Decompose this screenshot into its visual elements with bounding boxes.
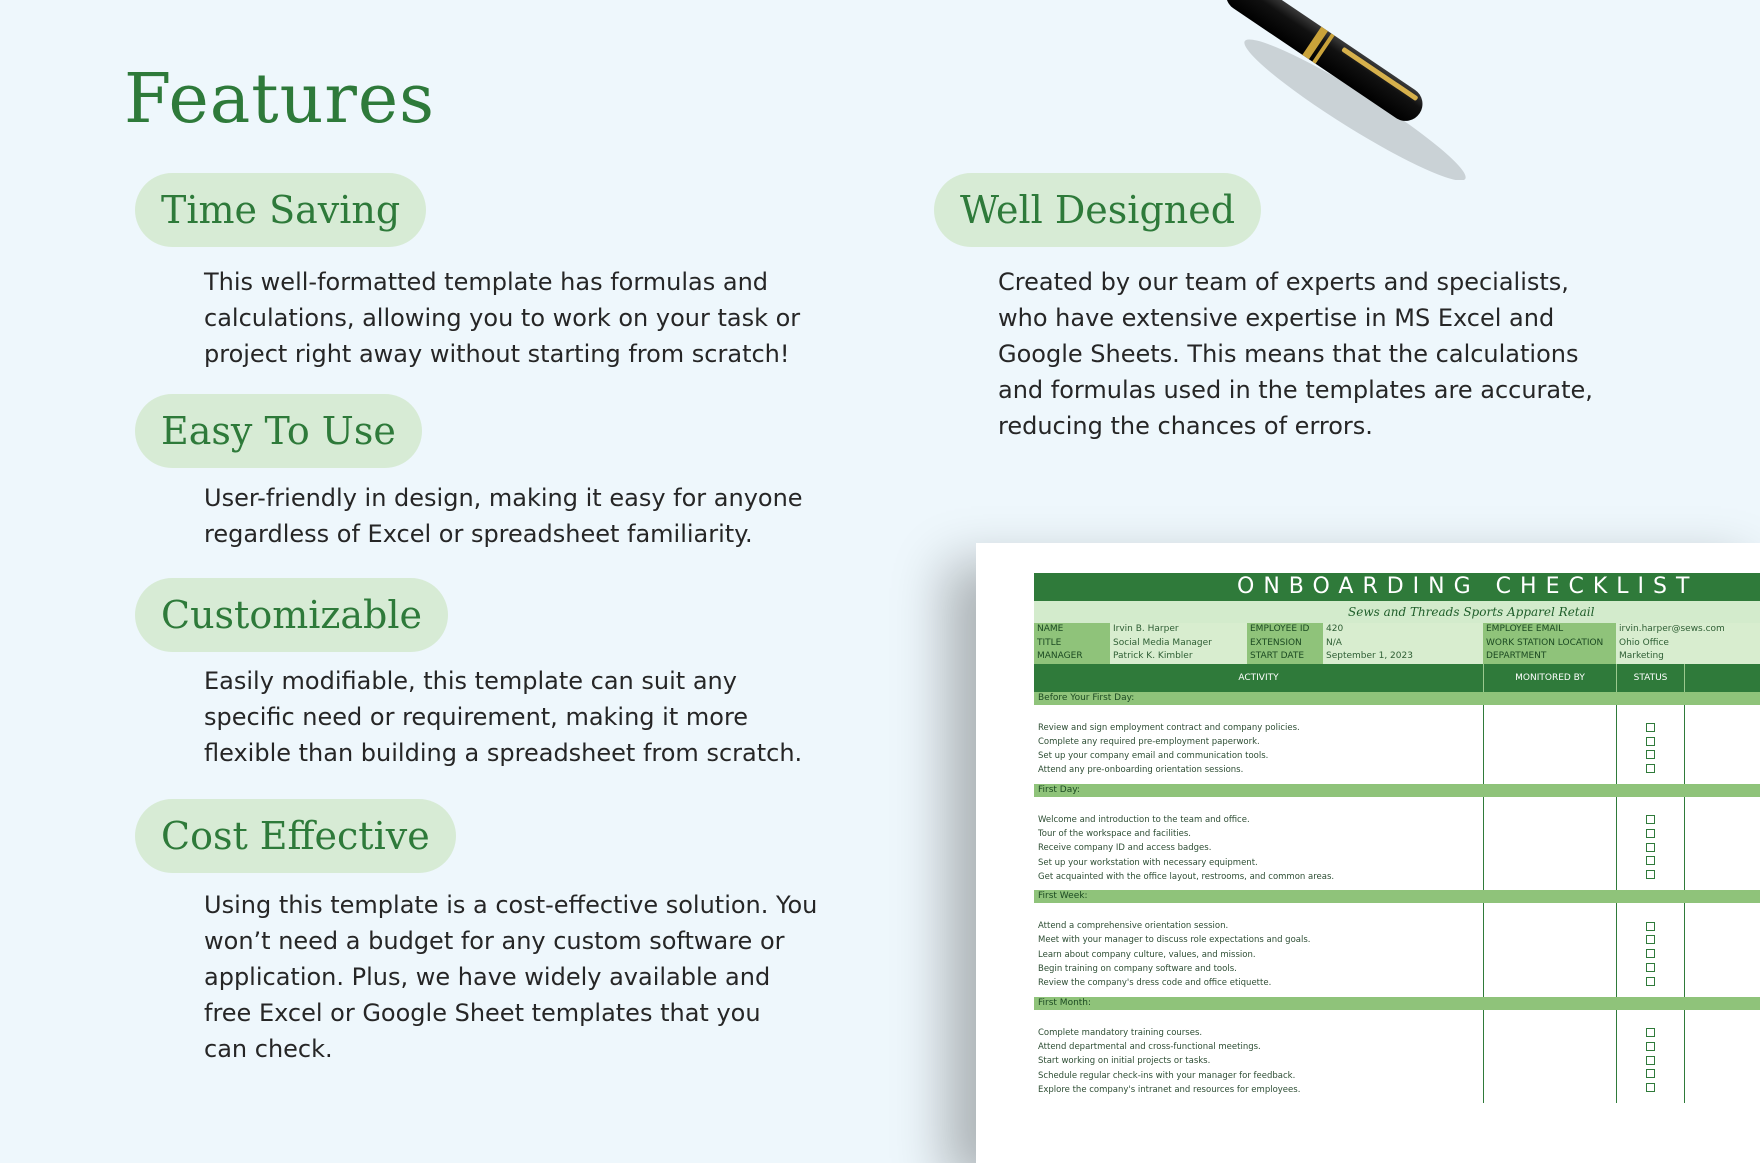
status-checkbox[interactable] — [1646, 856, 1655, 865]
activity-list — [1034, 705, 1484, 784]
activity-item: Learn about company culture, values, and mission. — [1038, 949, 1256, 960]
table-header — [1034, 664, 1760, 692]
status-checkbox[interactable] — [1646, 723, 1655, 732]
feature-desc-well-designed: Created by our team of experts and specialists, who have extensive expertise in MS Excel and Google Sheets. This means that the calculations and formulas used in the templates are accurate, reducing the chances of errors. — [998, 268, 1593, 440]
feature-desc-cost-effective: Using this template is a cost-effective solution. You won’t need a budget for any custom software or application. Plus, we have widely available and free Excel or Google Sheet templates that you can check. — [204, 891, 818, 1063]
activity-item: Schedule regular check-ins with your manager for feedback. — [1038, 1070, 1296, 1081]
activity-header: ACTIVITY — [1034, 664, 1484, 692]
section-title: First Week: — [1034, 890, 1760, 903]
feature-title-easy-to-use: Easy To Use — [135, 394, 422, 468]
activity-item: Complete mandatory training courses. — [1038, 1027, 1203, 1038]
monitored-by-header: MONITORED BY — [1484, 664, 1617, 692]
status-checkbox[interactable] — [1646, 1028, 1655, 1037]
monitored-by-cell — [1484, 705, 1617, 784]
workstation-label: WORK STATION LOCATION — [1486, 637, 1604, 648]
onboarding-checklist-sheet — [1034, 573, 1760, 1103]
status-checkbox[interactable] — [1646, 935, 1655, 944]
status-column — [1617, 705, 1685, 784]
activity-item: Meet with your manager to discuss role expectations and goals. — [1038, 935, 1311, 946]
status-header: STATUS — [1617, 664, 1685, 692]
status-checkbox[interactable] — [1646, 1042, 1655, 1051]
status-checkbox[interactable] — [1646, 843, 1655, 852]
activity-item: Attend departmental and cross-functional meetings. — [1038, 1041, 1261, 1052]
status-checkbox[interactable] — [1646, 870, 1655, 879]
title-value: Social Media Manager — [1113, 637, 1212, 648]
status-checkbox[interactable] — [1646, 750, 1655, 759]
workstation-value: Ohio Office — [1619, 637, 1669, 648]
activity-item: Set up your workstation with necessary equipment. — [1038, 857, 1258, 868]
activity-item: Get acquainted with the office layout, restrooms, and common areas. — [1038, 871, 1335, 882]
feature-desc-easy-to-use: User-friendly in design, making it easy for anyone regardless of Excel or spreadsheet familiarity. — [204, 484, 803, 548]
employee-id-label: EMPLOYEE ID — [1250, 624, 1310, 634]
page-title: Features — [124, 60, 436, 139]
manager-label: MANAGER — [1037, 651, 1083, 661]
status-checkbox[interactable] — [1646, 1069, 1655, 1078]
email-label: EMPLOYEE EMAIL — [1486, 624, 1564, 634]
manager-value: Patrick K. Kimbler — [1113, 651, 1193, 661]
section-body — [1034, 903, 1760, 996]
feature-desc-time-saving: This well-formatted template has formulas and calculations, allowing you to work on your task or project right away without starting from scratch! — [204, 268, 801, 368]
section-title: First Day: — [1034, 784, 1760, 797]
activity-item: Receive company ID and access badges. — [1038, 843, 1212, 854]
name-label: NAME — [1037, 624, 1064, 634]
feature-title-cost-effective: Cost Effective — [135, 799, 456, 873]
status-column — [1617, 797, 1685, 890]
activity-item: Review the company's dress code and office etiquette. — [1038, 978, 1272, 989]
status-checkbox[interactable] — [1646, 737, 1655, 746]
activity-item: Tour of the workspace and facilities. — [1038, 828, 1191, 839]
status-column — [1617, 903, 1685, 996]
monitored-by-cell — [1484, 1010, 1617, 1103]
department-label: DEPARTMENT — [1486, 651, 1547, 661]
fountain-pen-icon — [1185, 0, 1485, 180]
section-title: Before Your First Day: — [1034, 692, 1760, 705]
extension-value: N/A — [1326, 637, 1342, 648]
name-value: Irvin B. Harper — [1113, 624, 1179, 634]
start-date-label: START DATE — [1250, 651, 1305, 661]
activity-item: Start working on initial projects or tasks. — [1038, 1056, 1211, 1067]
section-body — [1034, 705, 1760, 784]
feature-title-time-saving: Time Saving — [135, 173, 426, 247]
activity-list — [1034, 1010, 1484, 1103]
activity-item: Welcome and introduction to the team and office. — [1038, 814, 1250, 825]
feature-title-customizable: Customizable — [135, 578, 448, 652]
activity-item: Attend any pre-onboarding orientation sessions. — [1038, 765, 1244, 776]
activity-item: Explore the company's intranet and resources for employees. — [1038, 1084, 1301, 1095]
activity-item: Attend a comprehensive orientation session. — [1038, 921, 1229, 932]
start-date-value: September 1, 2023 — [1326, 651, 1413, 661]
status-checkbox[interactable] — [1646, 815, 1655, 824]
checklist-sections — [1034, 692, 1760, 1104]
status-checkbox[interactable] — [1646, 1083, 1655, 1092]
status-checkbox[interactable] — [1646, 949, 1655, 958]
section-title: First Month: — [1034, 997, 1760, 1010]
status-checkbox[interactable] — [1646, 829, 1655, 838]
status-checkbox[interactable] — [1646, 1056, 1655, 1065]
monitored-by-cell — [1484, 903, 1617, 996]
activity-item: Begin training on company software and tools. — [1038, 964, 1237, 975]
feature-title-well-designed: Well Designed — [934, 173, 1261, 247]
activity-list — [1034, 797, 1484, 890]
activity-item: Review and sign employment contract and company policies. — [1038, 722, 1300, 733]
status-checkbox[interactable] — [1646, 963, 1655, 972]
status-checkbox[interactable] — [1646, 764, 1655, 773]
email-value: irvin.harper@sews.com — [1619, 624, 1725, 634]
feature-desc-customizable: Easily modifiable, this template can suit any specific need or requirement, making it more flexible than building a spreadsheet from scratch. — [204, 667, 803, 767]
section-body — [1034, 797, 1760, 890]
activity-list — [1034, 903, 1484, 996]
status-column — [1617, 1010, 1685, 1103]
section-body — [1034, 1010, 1760, 1103]
status-checkbox[interactable] — [1646, 977, 1655, 986]
extension-label: EXTENSION — [1250, 637, 1302, 648]
employee-info-row — [1034, 623, 1760, 664]
activity-item: Set up your company email and communication tools. — [1038, 751, 1269, 762]
department-value: Marketing — [1619, 651, 1664, 661]
status-checkbox[interactable] — [1646, 922, 1655, 931]
title-label: TITLE — [1037, 637, 1062, 648]
monitored-by-cell — [1484, 797, 1617, 890]
sheet-company: Sews and Threads Sports Apparel Retail — [1034, 601, 1760, 623]
sheet-title: ONBOARDING CHECKLIST — [1034, 573, 1760, 601]
activity-item: Complete any required pre-employment paperwork. — [1038, 736, 1260, 747]
employee-id-value: 420 — [1326, 624, 1344, 634]
